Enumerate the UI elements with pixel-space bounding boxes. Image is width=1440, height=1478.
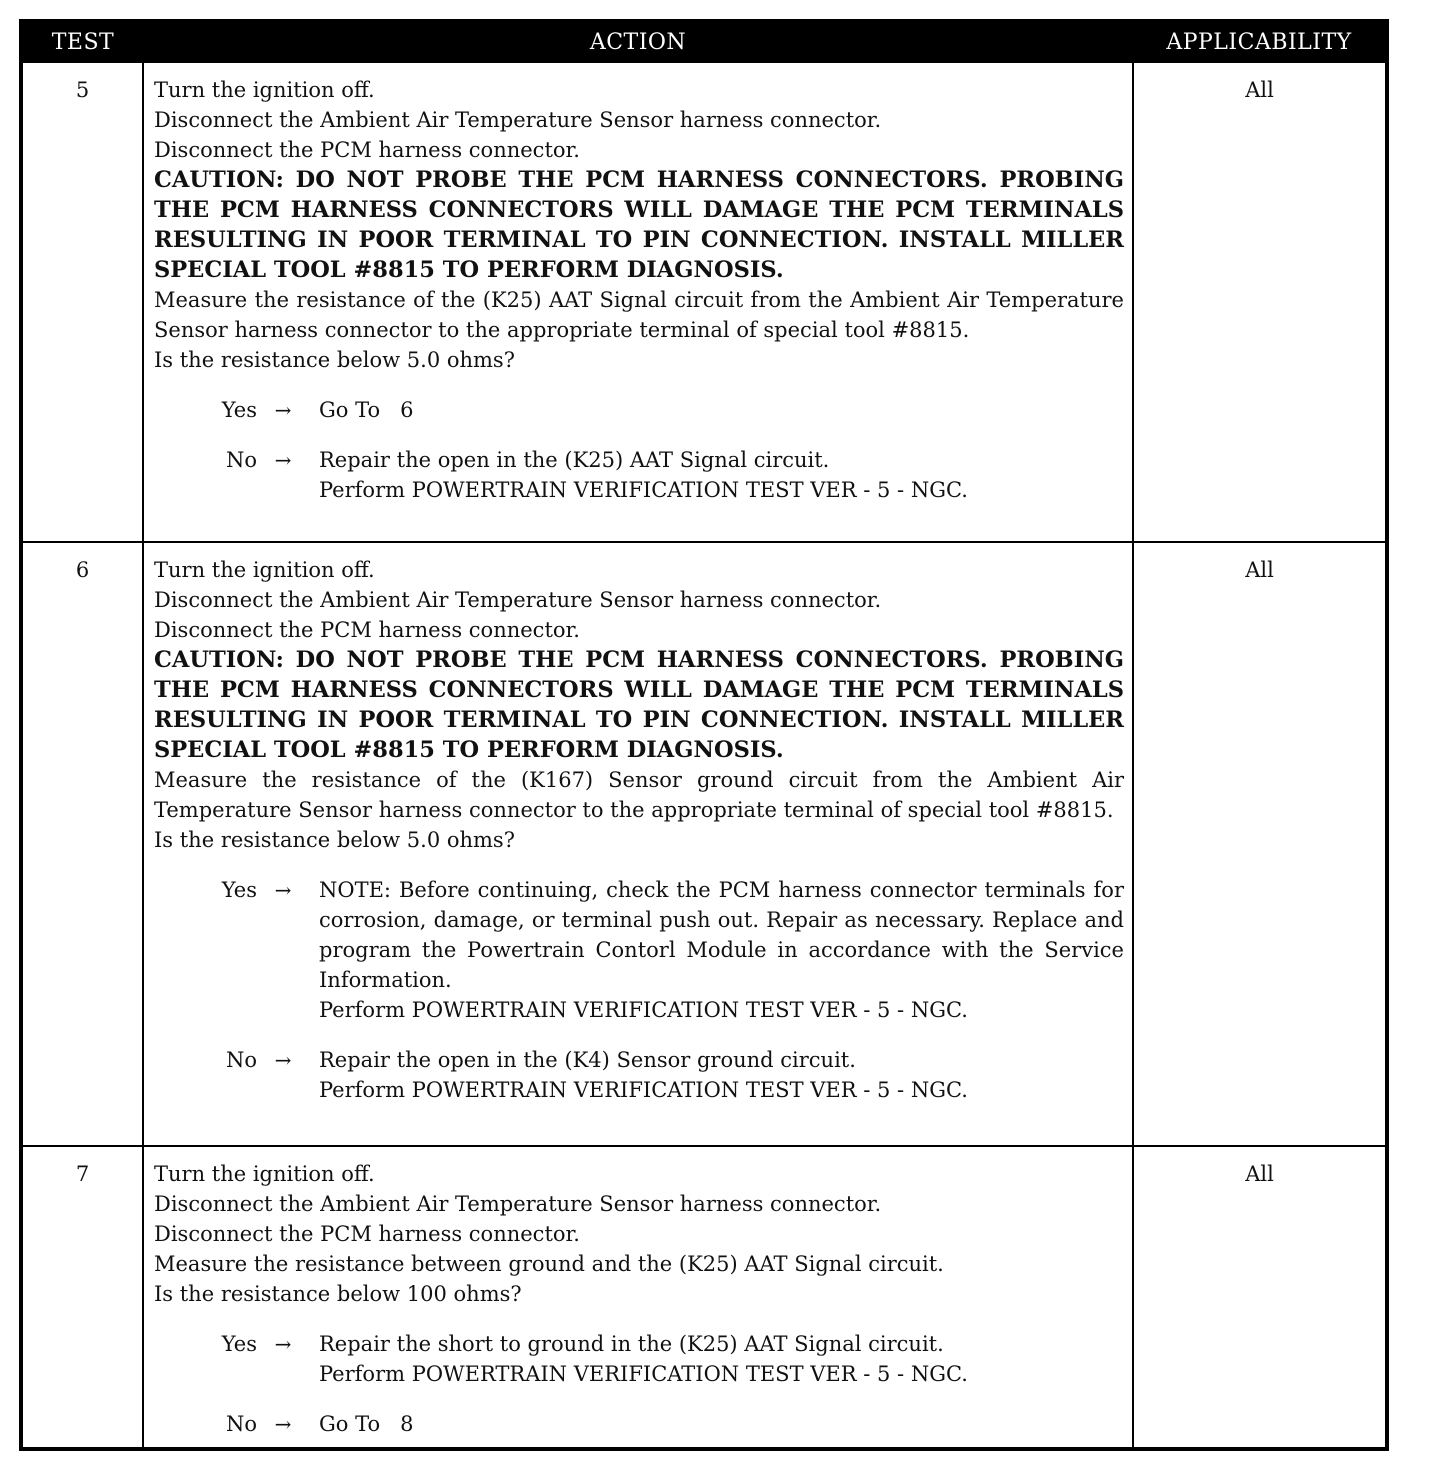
measure-instruction: Measure the resistance of the (K25) AAT Signal circuit from the Ambient Air Temperature Sensor harness connector to the appropriate terminal of special tool #8815.: [154, 288, 1124, 342]
note-text: NOTE: Before continuing, check the PCM harness connector terminals for corrosion, damage, or terminal push out. Repair as necessary. Replace and program the Powertrain Contorl Module in accordance with the Service Information.: [319, 878, 1124, 992]
decision-question: Is the resistance below 100 ohms?: [154, 1282, 522, 1306]
yes-result: [301, 395, 1124, 425]
right-arrow-icon: →: [274, 1048, 292, 1072]
right-arrow-icon: →: [274, 878, 292, 902]
verification-text: Perform POWERTRAIN VERIFICATION TEST VER - 5 - NGC.: [319, 1078, 968, 1102]
action-step: Disconnect the Ambient Air Temperature Sensor harness connector.: [154, 108, 882, 132]
yes-label: Yes: [221, 1332, 257, 1356]
yes-result-text: Go To 6: [319, 398, 414, 422]
action-step: Measure the resistance between ground and the (K25) AAT Signal circuit.: [154, 1252, 944, 1276]
no-label: No: [225, 1048, 257, 1072]
action-cell: [143, 542, 1133, 1146]
action-step: Turn the ignition off.: [154, 558, 375, 582]
yes-result: [301, 1329, 1124, 1389]
header-test: TEST: [21, 21, 143, 62]
action-step: Disconnect the Ambient Air Temperature Sensor harness connector.: [154, 588, 882, 612]
action-step: Turn the ignition off.: [154, 1162, 375, 1186]
caution-text: CAUTION: DO NOT PROBE THE PCM HARNESS CONNECTORS. PROBING THE PCM HARNESS CONNECTORS WILL DAMAGE THE PCM TERMINALS RESULTING IN POOR TERMINAL TO PIN CONNECTION. INSTALL MILLER SPECIAL TOOL #8815 TO PERFORM DIAGNOSIS.: [154, 167, 1124, 283]
no-label: No: [225, 1412, 257, 1436]
applicability-cell: All: [1133, 62, 1387, 542]
table-header-row: [21, 21, 1387, 62]
verification-text: Perform POWERTRAIN VERIFICATION TEST VER - 5 - NGC.: [319, 1362, 968, 1386]
yes-result-text: Repair the short to ground in the (K25) AAT Signal circuit.: [319, 1332, 944, 1356]
verification-text: Perform POWERTRAIN VERIFICATION TEST VER - 5 - NGC.: [319, 998, 968, 1022]
yes-result: [301, 875, 1124, 1025]
yes-outcome: [154, 875, 1124, 1025]
applicability-cell: All: [1133, 1146, 1387, 1449]
yes-outcome: [154, 395, 1124, 425]
decision-question: Is the resistance below 5.0 ohms?: [154, 828, 515, 852]
no-result: [301, 1045, 1124, 1105]
right-arrow-icon: →: [274, 1332, 292, 1356]
right-arrow-icon: →: [274, 398, 292, 422]
no-result: [301, 445, 1124, 505]
no-outcome: [154, 445, 1124, 505]
table-row: [21, 62, 1387, 542]
decision-question: Is the resistance below 5.0 ohms?: [154, 348, 515, 372]
diagnostic-procedure-page: [19, 19, 1385, 1451]
right-arrow-icon: →: [274, 1412, 292, 1436]
no-outcome: [154, 1409, 1124, 1439]
diagnostic-test-table: [19, 19, 1389, 1451]
right-arrow-icon: →: [274, 448, 292, 472]
action-cell: [143, 62, 1133, 542]
yes-outcome: [154, 1329, 1124, 1389]
action-step: Disconnect the PCM harness connector.: [154, 138, 580, 162]
no-result: [301, 1409, 1124, 1439]
test-number: 6: [21, 542, 143, 1146]
test-number: 7: [21, 1146, 143, 1449]
table-row: [21, 542, 1387, 1146]
no-result-text: Repair the open in the (K25) AAT Signal circuit.: [319, 448, 830, 472]
yes-label: Yes: [221, 398, 257, 422]
no-result-text: Repair the open in the (K4) Sensor ground circuit.: [319, 1048, 856, 1072]
applicability-cell: All: [1133, 542, 1387, 1146]
header-applicability: APPLICABILITY: [1133, 21, 1387, 62]
caution-text: CAUTION: DO NOT PROBE THE PCM HARNESS CONNECTORS. PROBING THE PCM HARNESS CONNECTORS WILL DAMAGE THE PCM TERMINALS RESULTING IN POOR TERMINAL TO PIN CONNECTION. INSTALL MILLER SPECIAL TOOL #8815 TO PERFORM DIAGNOSIS.: [154, 647, 1124, 763]
yes-label: Yes: [221, 878, 257, 902]
action-cell: [143, 1146, 1133, 1449]
action-step: Turn the ignition off.: [154, 78, 375, 102]
no-label: No: [225, 448, 257, 472]
verification-text: Perform POWERTRAIN VERIFICATION TEST VER - 5 - NGC.: [319, 478, 968, 502]
measure-instruction: Measure the resistance of the (K167) Sensor ground circuit from the Ambient Air Temperature Sensor harness connector to the appropriate terminal of special tool #8815.: [154, 768, 1124, 822]
header-action: ACTION: [143, 21, 1133, 62]
test-number: 5: [21, 62, 143, 542]
action-step: Disconnect the Ambient Air Temperature Sensor harness connector.: [154, 1192, 882, 1216]
no-outcome: [154, 1045, 1124, 1105]
table-row: [21, 1146, 1387, 1449]
action-step: Disconnect the PCM harness connector.: [154, 1222, 580, 1246]
action-step: Disconnect the PCM harness connector.: [154, 618, 580, 642]
no-result-text: Go To 8: [319, 1412, 414, 1436]
